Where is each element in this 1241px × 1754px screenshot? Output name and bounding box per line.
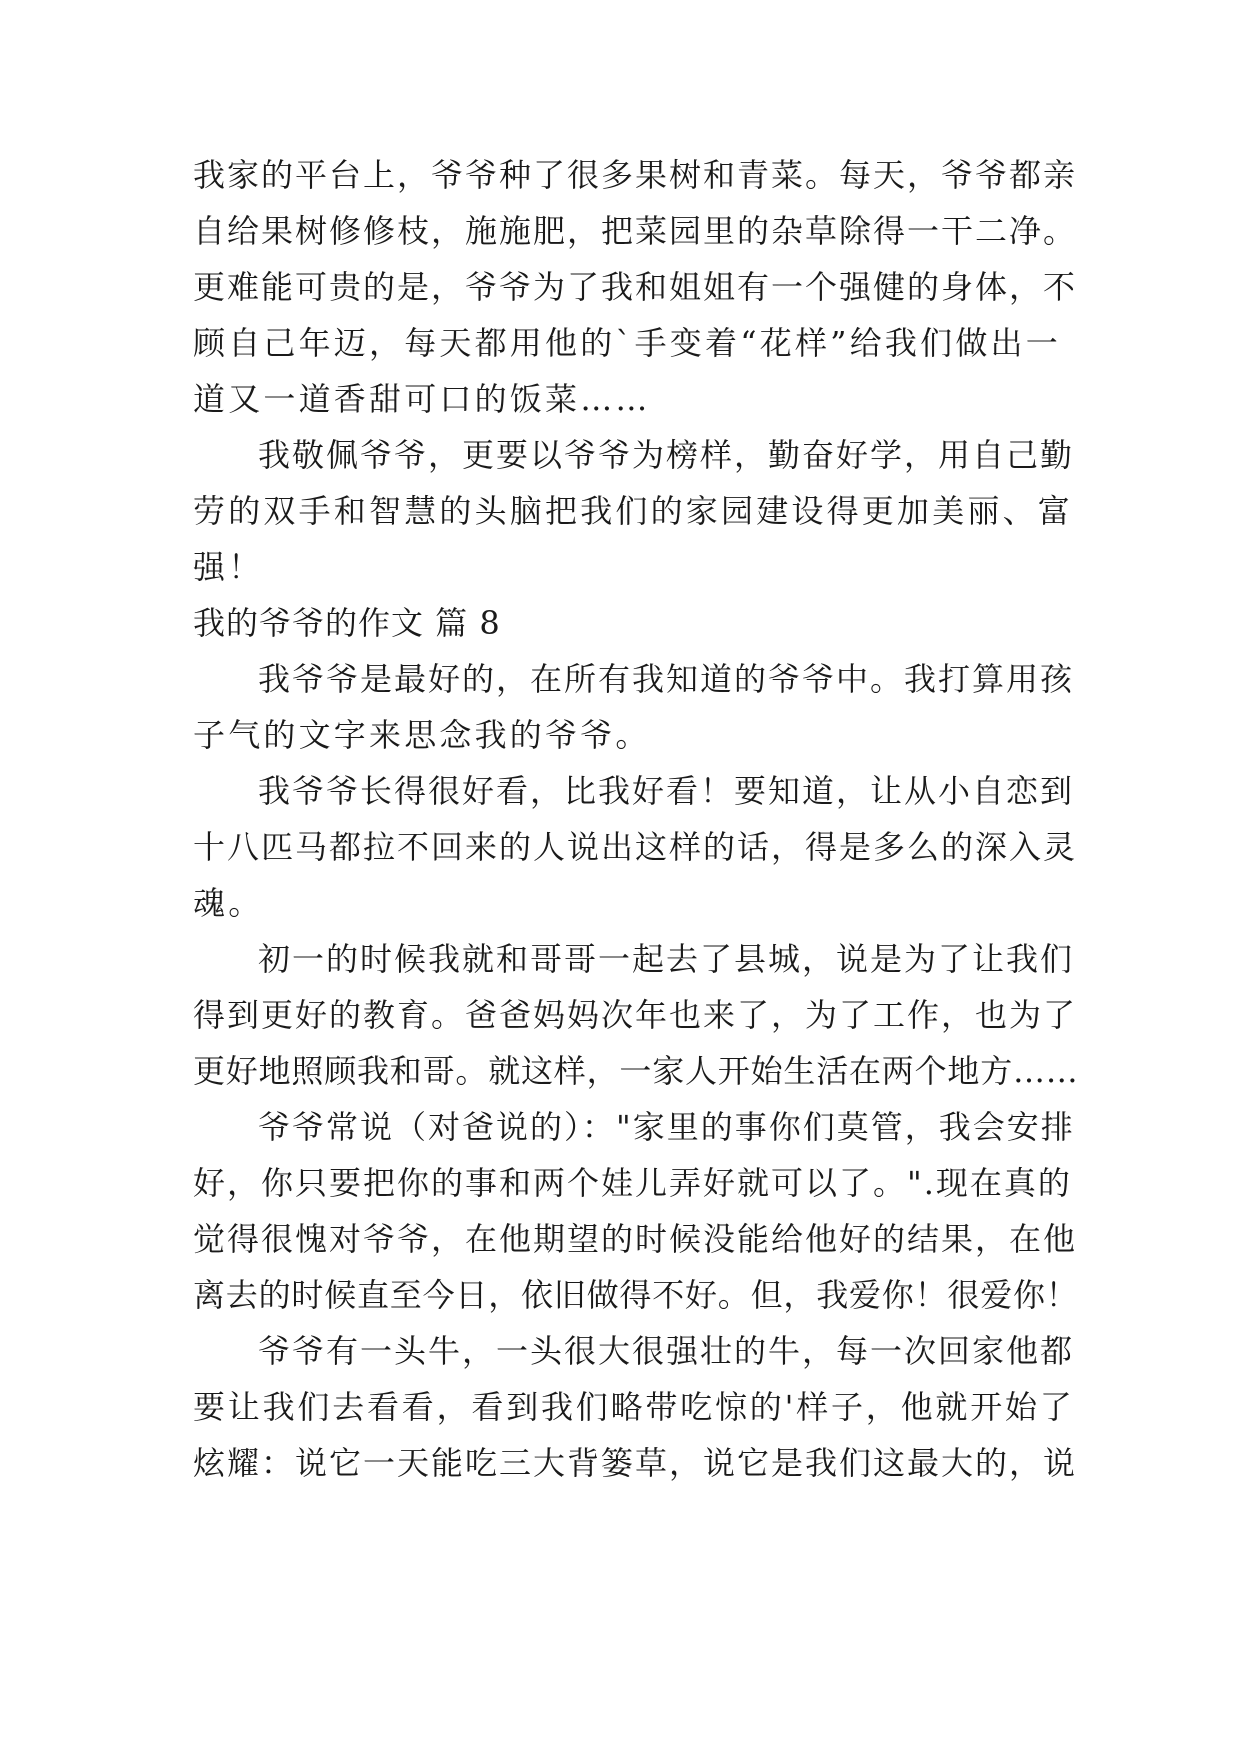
text-line: 顾自己年迈，每天都用他的`手变着“花样”给我们做出一 [193,324,1061,362]
text-line: 更好地照顾我和哥。就这样，一家人开始生活在两个地方…… [193,1052,1079,1090]
text-line: 魂。 [193,884,264,922]
text-line: 自给果树修修枝，施施肥，把菜园里的杂草除得一干二净。 [193,212,1078,250]
text-line: 好，你只要把你的事和两个娃儿弄好就可以了。".现在真的 [193,1164,1072,1202]
text-line: 炫耀：说它一天能吃三大背篓草，说它是我们这最大的，说 [193,1444,1078,1482]
text-line: 我爷爷是最好的，在所有我知道的爷爷中。我打算用孩 [258,660,1075,698]
text-line: 道又一道香甜可口的饭菜…… [193,380,651,418]
text-line: 我敬佩爷爷，更要以爷爷为榜样，勤奋好学，用自己勤 [258,436,1075,474]
text-line: 更难能可贵的是，爷爷为了我和姐姐有一个强健的身体，不 [193,268,1078,306]
text-line: 离去的时候直至今日，依旧做得不好。但，我爱你！很爱你！ [193,1276,1079,1314]
text-line: 劳的双手和智慧的头脑把我们的家园建设得更加美丽、富 [193,492,1074,530]
text-line: 强！ [193,548,264,586]
text-line: 觉得很愧对爷爷，在他期望的时候没能给他好的结果，在他 [193,1220,1078,1258]
text-line: 子气的文字来思念我的爷爷。 [193,716,651,754]
text-line: 初一的时候我就和哥哥一起去了县城，说是为了让我们 [258,940,1075,978]
text-line: 爷爷常说（对爸说的）："家里的事你们莫管，我会安排 [258,1108,1075,1146]
text-line: 我爷爷长得很好看，比我好看！要知道，让从小自恋到 [258,772,1075,810]
text-line: 爷爷有一头牛，一头很大很强壮的牛，每一次回家他都 [258,1332,1075,1370]
text-line: 我家的平台上，爷爷种了很多果树和青菜。每天，爷爷都亲 [193,156,1078,194]
text-line: 要让我们去看看，看到我们略带吃惊的'样子，他就开始了 [193,1388,1075,1426]
text-line: 得到更好的教育。爸爸妈妈次年也来了，为了工作，也为了 [193,996,1078,1034]
text-line: 十八匹马都拉不回来的人说出这样的话，得是多么的深入灵 [193,828,1078,866]
section-heading: 我的爷爷的作文 篇 8 [193,604,501,642]
